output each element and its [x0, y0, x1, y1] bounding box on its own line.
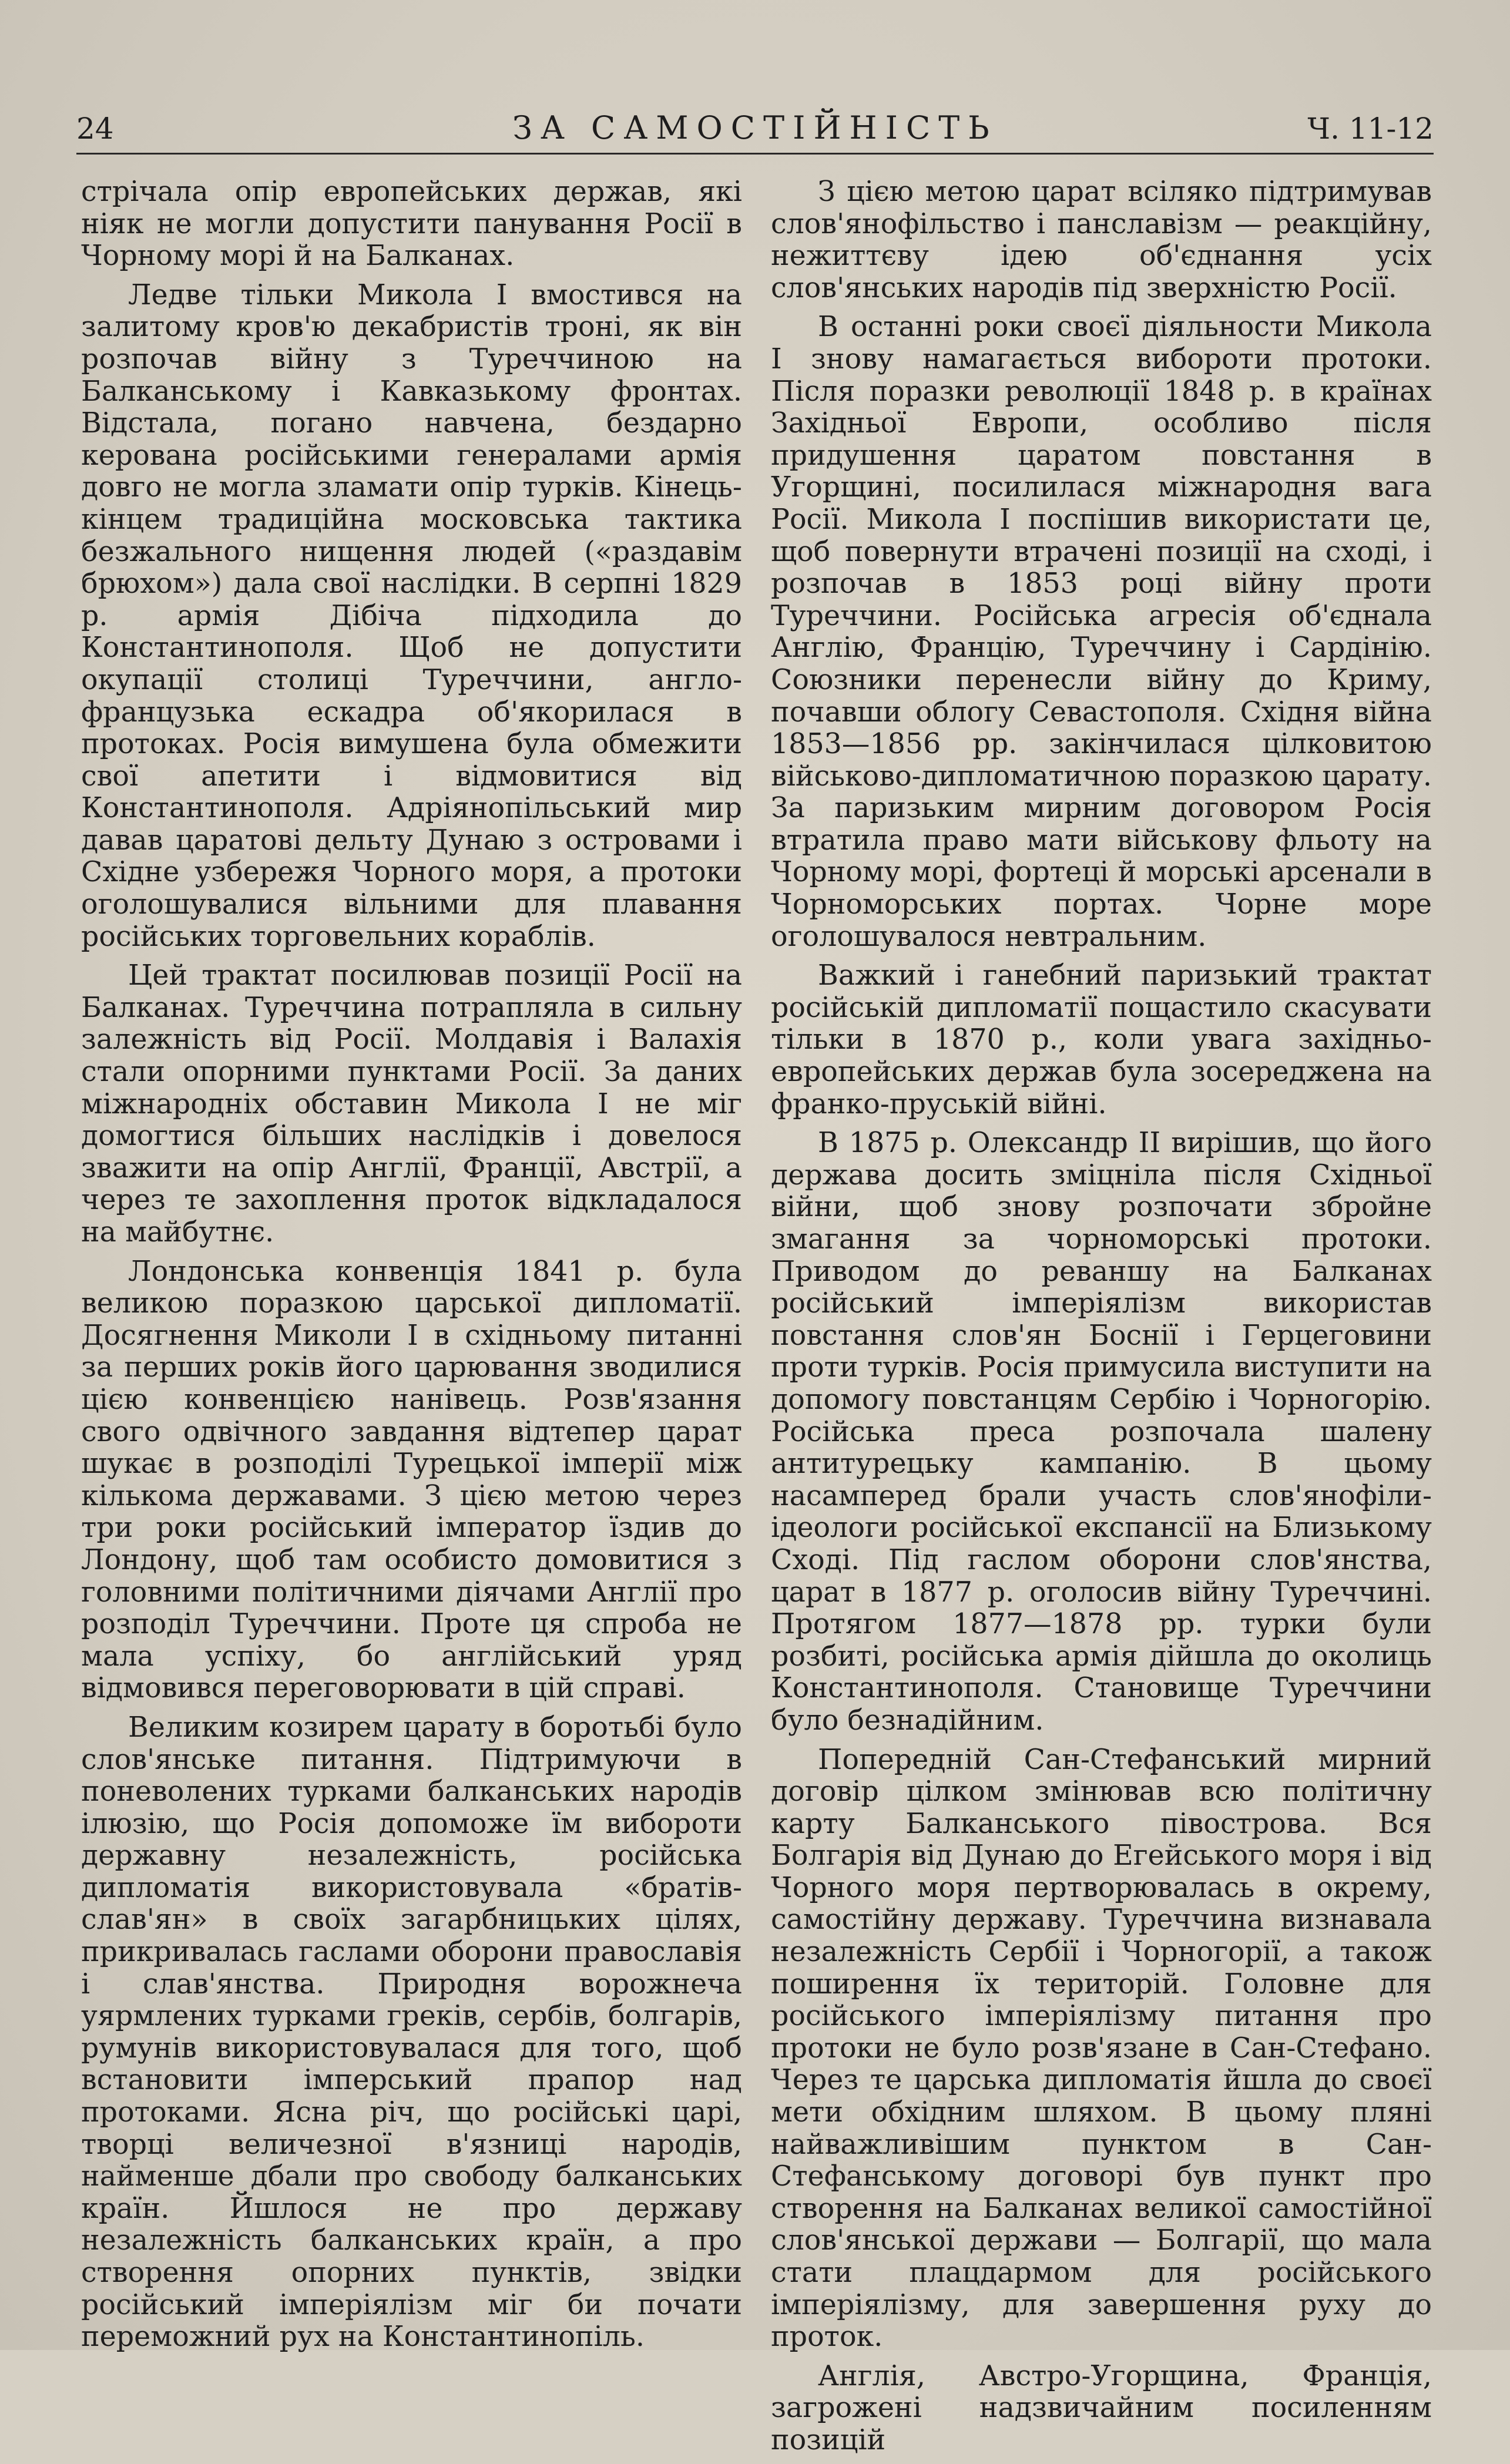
issue-number: Ч. 11-12 [1307, 112, 1434, 146]
paragraph: Цей трактат посилював позиції Росії на Балканах. Туреччина потрапляла в сильну залежність від Росії. Молдавія і Валахія стали опорними пунктами Росії. За даних міжнародніх обставин Микола І не міг домогтися більших наслідків і довелося зважити на опір Англії, Франції, Австрії, а через те захоплення проток відкладалося на майбутнє. [81, 959, 742, 1248]
page-header [76, 100, 1434, 153]
paragraph: Ледве тільки Микола І вмостився на залитому кров'ю декабристів троні, як він розпочав війну з Туреччиною на Балканському і Кавказькому фронтах. Відстала, погано навчена, бездарно керована російськими генералами армія довго не могла зламати опір турків. Кінець-кінцем традиційна московська тактика безжального нищення людей («раздавім брюхом») дала свої наслідки. В серпні 1829 р. армія Дібіча підходила до Константинополя. Щоб не допустити окупації столиці Туреччини, англо-французька ескадра об'якорилася в протоках. Росія вимушена була обмежити свої апетити і відмовитися від Константинополя. Адріянопільський мир давав царатові дельту Дунаю з островами і Східне узбережя Чорного моря, а протоки оголошувалися вільними для плавання російських торговельних кораблів. [81, 278, 742, 953]
paragraph: Англія, Австро-Угорщина, Франція, загрожені надзвичайним посиленням позицій [771, 2359, 1432, 2456]
paragraph: стрічала опір европейських держав, які ніяк не могли допустити панування Росії в Чорному морі й на Балканах. [81, 176, 742, 273]
right-column [771, 176, 1432, 2464]
journal-title: ЗА САМОСТІЙНІСТЬ [512, 109, 998, 146]
page-number: 24 [76, 112, 114, 146]
paragraph: В останні роки своєї діяльности Микола І знову намагається вибороти протоки. Після поразки революції 1848 р. в країнах Західньої Европи, особливо після придушення царатом повстання в Угорщині, посилилася міжнародня вага Росії. Микола І поспішив використати це, щоб повернути втрачені позиції на сході, і розпочав в 1853 році війну проти Туреччини. Російська агресія об'єднала Англію, Францію, Туреччину і Сардінію. Союзники перенесли війну до Криму, почавши облогу Севастополя. Східня війна 1853—1856 рр. закінчилася цілковитою військово-дипломатичною поразкою царату. За паризьким мирним договором Росія втратила право мати військову фльоту на Чорному морі, фортеці й морські арсенали в Чорноморських портах. Чорне море оголошувалося невтральним. [771, 311, 1432, 953]
paragraph: Великим козирем царату в боротьбі було слов'янське питання. Підтримуючи в поневолених турками балканських народів ілюзію, що Росія допоможе їм вибороти державну незалежність, російська дипломатія використовувала «братів-слав'ян» в своїх загарбницьких цілях, прикривалась гаслами оборони православія і слав'янства. Природня ворожнеча уярмлених турками греків, сербів, болгарів, румунів використовувалася для того, щоб встановити імперський прапор над протоками. Ясна річ, що російські царі, творці величезної в'язниці народів, найменше дбали про свободу балканських країн. Йшлося не про державу незалежність балканських країн, а про створення опорних пунктів, звідки російський імперіялізм міг би почати переможний рух на Константинопіль. [81, 1711, 742, 2354]
paragraph: Важкий і ганебний паризький трактат російській дипломатії пощастило скасувати тільки в 1870 р., коли увага західньо-европейських держав була зосереджена на франко-пруській війні. [771, 959, 1432, 1120]
paragraph: В 1875 р. Олександр II вирішив, що його держава досить зміцніла після Східньої війни, щоб знову розпочати збройне змагання за чорноморські протоки. Приводом до реваншу на Балканах російський імперіялізм використав повстання слов'ян Боснії і Герцеговини проти турків. Росія примусила виступити на допомогу повстанцям Сербію і Чорногорію. Російська преса розпочала шалену антитурецьку кампанію. В цьому насамперед брали участь слов'янофіли-ідеологи російської експансії на Близькому Сході. Під гаслом оборони слов'янства, царат в 1877 р. оголосив війну Туреччині. Протягом 1877—1878 рр. турки були розбиті, російська армія дійшла до околиць Константинополя. Становище Туреччини було безнадійним. [771, 1127, 1432, 1737]
paragraph: Лондонська конвенція 1841 р. була великою поразкою царської дипломатії. Досягнення Миколи І в східньому питанні за перших років його царювання зводилися цією конвенцією нанівець. Розв'язання свого одвічного завдання відтепер царат шукає в розподілі Турецької імперії між кількома державами. З цією метою через три роки російський імператор їздив до Лондону, щоб там особисто домовитися з головними політичними діячами Англії про розподіл Туреччини. Проте ця спроба не мала успіху, бо англійський уряд відмовився переговорювати в цій справі. [81, 1255, 742, 1705]
paragraph: З цією метою царат всіляко підтримував слов'янофільство і панславізм — реакційну, нежиттєву ідею об'єднання усіх слов'янських народів під зверхністю Росії. [771, 176, 1432, 304]
left-column [81, 176, 742, 2361]
header-rule [76, 153, 1434, 155]
paragraph: Попередній Сан-Стефанський мирний договір цілком змінював всю політичну карту Балканського півострова. Вся Болгарія від Дунаю до Егейського моря і від Чорного моря пертворювалась в окрему, самостійну державу. Туреччина визнавала незалежність Сербії і Чорногорії, а також поширення їх територій. Головне для російського імперіялізму питання про протоки не було розв'язане в Сан-Стефано. Через те царська дипломатія йшла до своєї мети обхідним шляхом. В цьому пляні найважливішим пунктом в Сан-Стефанському договорі був пункт про створення на Балканах великої самостійної слов'янської держави — Болгарії, що мала стати плацдармом для російського імперіялізму, для завершення руху до проток. [771, 1743, 1432, 2354]
